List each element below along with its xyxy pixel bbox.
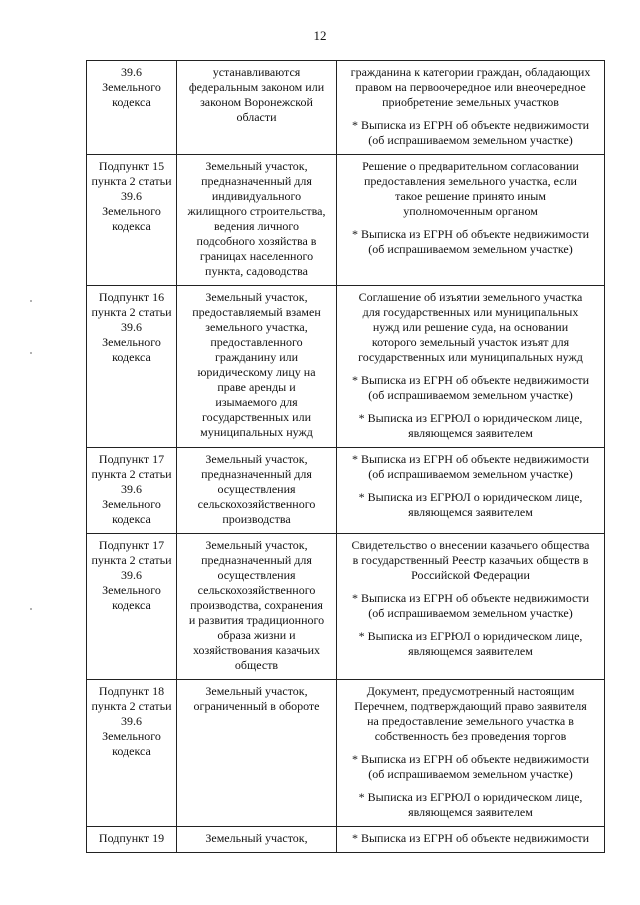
land-plot-description-cell bbox=[177, 827, 337, 853]
article-reference-cell bbox=[87, 286, 177, 448]
table-row bbox=[87, 61, 605, 155]
required-document: гражданина к категории граждан, обладающих правом на первоочередное или внеочередное приобретение земельных участков bbox=[350, 65, 591, 109]
required-document: * Выписка из ЕГРН об объекте недвижимости (об испрашиваемом земельном участке) bbox=[351, 591, 590, 620]
required-document: Документ, предусмотренный настоящим Перечнем, подтверждающий право заявителя на предоставление земельного участка в собственность без проведения торгов bbox=[354, 684, 587, 743]
land-plot-description-cell bbox=[177, 155, 337, 286]
required-document: * Выписка из ЕГРЮЛ о юридическом лице, являющемся заявителем bbox=[358, 411, 583, 440]
required-document: * Выписка из ЕГРН об объекте недвижимости (об испрашиваемом земельном участке) bbox=[351, 373, 590, 402]
required-document: * Выписка из ЕГРН об объекте недвижимости (об испрашиваемом земельном участке) bbox=[351, 752, 590, 781]
article-reference-cell bbox=[87, 827, 177, 853]
required-documents-cell bbox=[337, 534, 605, 680]
land-plot-description-cell bbox=[177, 534, 337, 680]
land-plot-description-cell bbox=[177, 286, 337, 448]
article-reference-cell bbox=[87, 155, 177, 286]
required-document: * Выписка из ЕГРН об объекте недвижимости bbox=[351, 831, 590, 845]
land-plot-description-cell bbox=[177, 680, 337, 827]
article-reference: Подпункт 17 пункта 2 статьи 39.6 Земельного кодекса bbox=[91, 538, 172, 612]
article-reference-cell bbox=[87, 680, 177, 827]
article-reference: Подпункт 15 пункта 2 статьи 39.6 Земельного кодекса bbox=[91, 159, 172, 233]
land-plot-description: Земельный участок, ограниченный в обороте bbox=[193, 684, 320, 713]
article-reference-cell bbox=[87, 61, 177, 155]
required-document: * Выписка из ЕГРН об объекте недвижимости (об испрашиваемом земельном участке) bbox=[351, 118, 590, 147]
scan-dot bbox=[30, 608, 32, 610]
required-documents-cell bbox=[337, 155, 605, 286]
required-document: * Выписка из ЕГРН об объекте недвижимости (об испрашиваемом земельном участке) bbox=[351, 452, 590, 481]
table-row bbox=[87, 155, 605, 286]
required-documents-cell bbox=[337, 286, 605, 448]
land-plot-description: Земельный участок, предназначенный для осуществления сельскохозяйственного производства bbox=[197, 452, 316, 526]
required-document: * Выписка из ЕГРЮЛ о юридическом лице, являющемся заявителем bbox=[358, 490, 583, 519]
scan-dot bbox=[30, 352, 32, 354]
required-document: * Выписка из ЕГРН об объекте недвижимости (об испрашиваемом земельном участке) bbox=[351, 227, 590, 256]
table-row bbox=[87, 286, 605, 448]
document-table bbox=[86, 60, 605, 853]
required-document: Свидетельство о внесении казачьего общества в государственный Реестр казачьих обществ в Российской Федерации bbox=[351, 538, 590, 582]
land-plot-description: Земельный участок, bbox=[205, 831, 308, 845]
scan-dot bbox=[30, 300, 32, 302]
page-number: 12 bbox=[313, 28, 327, 43]
land-plot-description: Земельный участок, предназначенный для индивидуального жилищного строительства, ведения личного подсобного хозяйства в границах населенного пункта, садоводства bbox=[187, 159, 326, 278]
land-plot-description-cell bbox=[177, 61, 337, 155]
article-reference: 39.6 Земельного кодекса bbox=[102, 65, 161, 109]
required-documents-cell bbox=[337, 448, 605, 534]
required-documents-cell bbox=[337, 680, 605, 827]
table-row bbox=[87, 680, 605, 827]
article-reference: Подпункт 18 пункта 2 статьи 39.6 Земельного кодекса bbox=[91, 684, 172, 758]
article-reference: Подпункт 16 пункта 2 статьи 39.6 Земельного кодекса bbox=[91, 290, 172, 364]
article-reference-cell bbox=[87, 448, 177, 534]
required-documents-cell bbox=[337, 61, 605, 155]
scan-margin-marks bbox=[30, 0, 34, 905]
table-row bbox=[87, 448, 605, 534]
land-plot-description: Земельный участок, предназначенный для осуществления сельскохозяйственного производства, сохранения и развития традиционного образа жизни и хозяйствования казачьих обществ bbox=[188, 538, 325, 672]
required-document: * Выписка из ЕГРЮЛ о юридическом лице, являющемся заявителем bbox=[358, 790, 583, 819]
table-row bbox=[87, 827, 605, 853]
land-plot-description: Земельный участок, предоставляемый взамен земельного участка, предоставленного гражданину или юридическому лицу на праве аренды и изымаемого для государственных или муниципальных нужд bbox=[192, 290, 321, 439]
land-plot-description-cell bbox=[177, 448, 337, 534]
required-document: Решение о предварительном согласовании предоставления земельного участка, если такое решение принято иным уполномоченным органом bbox=[362, 159, 579, 218]
article-reference: Подпункт 17 пункта 2 статьи 39.6 Земельного кодекса bbox=[91, 452, 172, 526]
article-reference: Подпункт 19 bbox=[98, 831, 165, 845]
table-row bbox=[87, 534, 605, 680]
required-document: * Выписка из ЕГРЮЛ о юридическом лице, являющемся заявителем bbox=[358, 629, 583, 658]
required-document: Соглашение об изъятии земельного участка для государственных или муниципальных нужд или решение суда, на основании которого земельный участок изъят для государственных или муниципальных нужд bbox=[358, 290, 583, 364]
land-plot-description: устанавливаются федеральным законом или законом Воронежской области bbox=[188, 65, 325, 124]
article-reference-cell bbox=[87, 534, 177, 680]
required-documents-cell bbox=[337, 827, 605, 853]
